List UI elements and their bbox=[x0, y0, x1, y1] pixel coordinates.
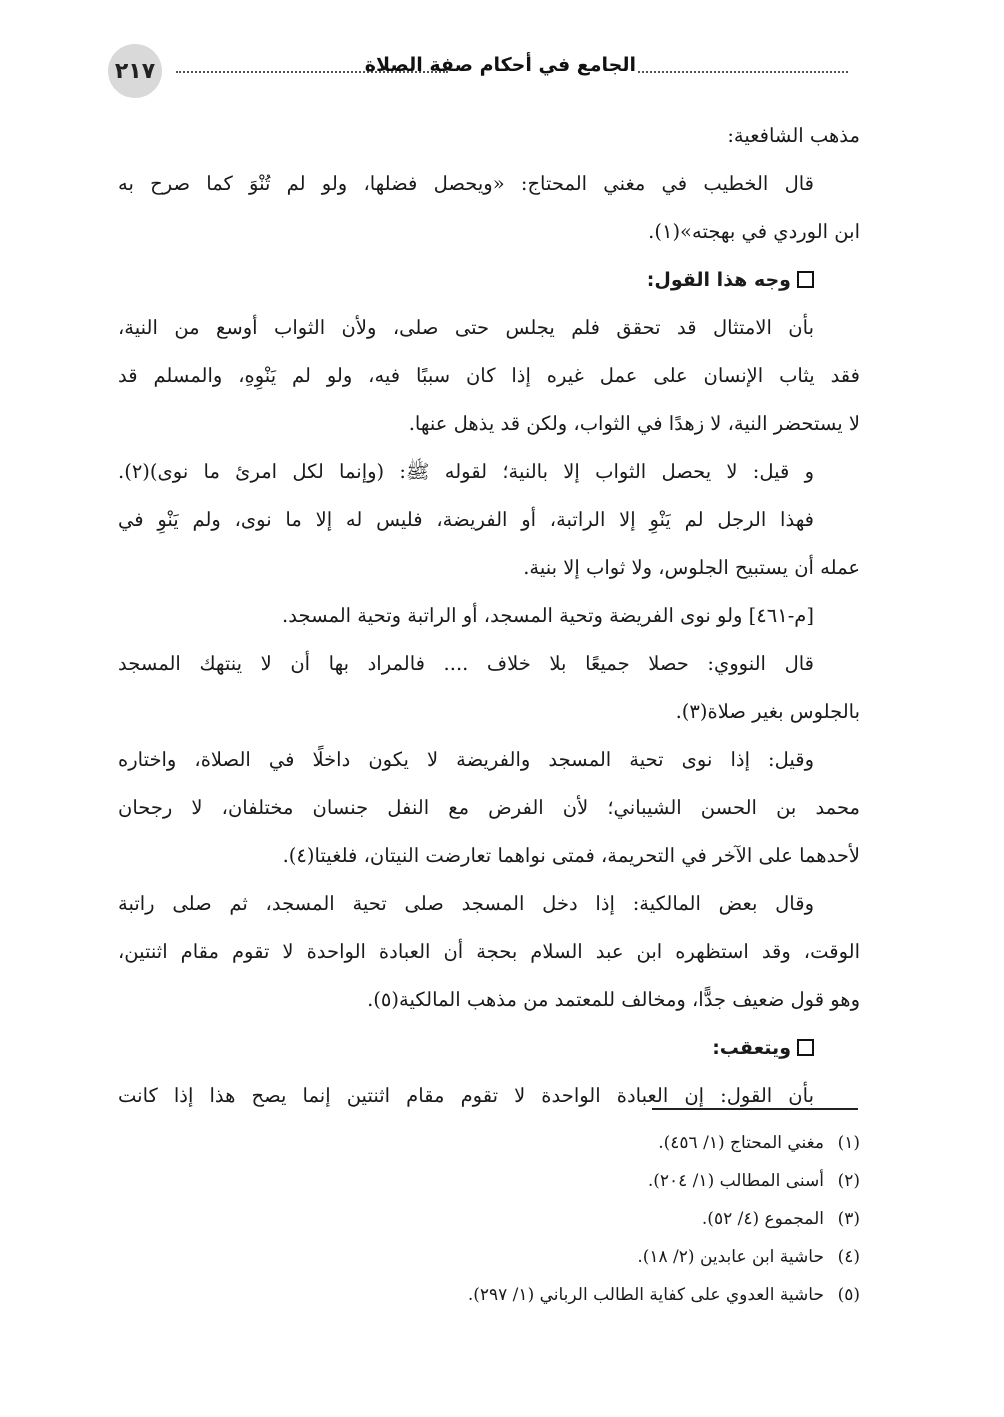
footnote-number: (٥) bbox=[837, 1285, 860, 1305]
footnote bbox=[118, 1238, 860, 1276]
text-line: قال الخطيب في مغني المحتاج: «ويحصل فضلها، ولو لم تُنْوَ كما صرح به bbox=[118, 172, 814, 195]
footnote bbox=[118, 1162, 860, 1200]
page-number: ٢١٧ bbox=[108, 44, 162, 98]
running-title: الجامع في أحكام صفة الصلاة bbox=[364, 54, 636, 76]
footnote-text: مغني المحتاج (١/ ٤٥٦). bbox=[658, 1133, 824, 1153]
text-line: بأن القول: إن العبادة الواحدة لا تقوم مقام اثنتين إنما يصح هذا إذا كانت bbox=[118, 1084, 814, 1107]
text-line: [م-٤٦١] ولو نوى الفريضة وتحية المسجد، أو الراتبة وتحية المسجد. bbox=[282, 604, 814, 627]
checkbox-square-icon bbox=[797, 1039, 814, 1056]
text-line: عمله أن يستبيح الجلوس، ولا ثواب إلا بنية. bbox=[523, 556, 860, 579]
text-line: وقال بعض المالكية: إذا دخل المسجد صلى تحية المسجد، ثم صلى راتبة bbox=[118, 892, 814, 915]
subheading-label: وجه هذا القول: bbox=[646, 269, 791, 291]
checkbox-square-icon bbox=[797, 271, 814, 288]
text-line: فقد يثاب الإنسان على عمل غيره إذا كان سببًا فيه، ولو لم يَنْوِهِ، والمسلم قد bbox=[118, 364, 860, 387]
subheading-label: ويتعقب: bbox=[712, 1037, 791, 1059]
page-header bbox=[108, 44, 848, 98]
footnote-separator bbox=[652, 1108, 858, 1110]
text-line: لأحدهما على الآخر في التحريمة، فمتى نواهما تعارضت النيتان، فلغيتا(٤). bbox=[282, 844, 860, 867]
footnote-text: أسنى المطالب (١/ ٢٠٤). bbox=[647, 1171, 824, 1191]
text-line: محمد بن الحسن الشيباني؛ لأن الفرض مع النفل جنسان مختلفان، لا رجحان bbox=[118, 796, 860, 819]
main-text bbox=[118, 112, 860, 1120]
footnote-text: حاشية العدوي على كفاية الطالب الرباني (١/ ٢٩٧). bbox=[467, 1285, 824, 1305]
footnote bbox=[118, 1124, 860, 1162]
footnote-number: (٤) bbox=[837, 1247, 860, 1267]
footnote-number: (١) bbox=[837, 1133, 860, 1153]
text-line: وهو قول ضعيف جدًّا، ومخالف للمعتمد من مذهب المالكية(٥). bbox=[367, 988, 860, 1011]
subheading bbox=[118, 256, 860, 304]
text-line: بأن الامتثال قد تحقق فلم يجلس حتى صلى، ولأن الثواب أوسع من النية، bbox=[118, 316, 814, 339]
footnotes bbox=[118, 1124, 860, 1314]
text-line: بالجلوس بغير صلاة(٣). bbox=[675, 700, 860, 723]
text-line: الوقت، وقد استظهره ابن عبد السلام بحجة أن العبادة الواحدة لا تقوم مقام اثنتين، bbox=[118, 940, 860, 963]
text-line: قال النووي: حصلا جميعًا بلا خلاف .... فالمراد بها أن لا ينتهك المسجد bbox=[118, 652, 814, 675]
text-line: وقيل: إذا نوى تحية المسجد والفريضة لا يكون داخلًا في الصلاة، واختاره bbox=[118, 748, 814, 771]
text-line: فهذا الرجل لم يَنْوِ إلا الراتبة، أو الفريضة، فليس له إلا ما نوى، ولم يَنْوِ في bbox=[118, 508, 814, 531]
footnote-text: حاشية ابن عابدين (٢/ ١٨). bbox=[637, 1247, 824, 1267]
footnote bbox=[118, 1200, 860, 1238]
text-line: و قيل: لا يحصل الثواب إلا بالنية؛ لقوله ﷺ: (وإنما لكل امرئ ما نوى)(٢). bbox=[118, 460, 814, 483]
footnote bbox=[118, 1276, 860, 1314]
section-label: مذهب الشافعية: bbox=[727, 124, 860, 147]
footnote-text: المجموع (٤/ ٥٢). bbox=[701, 1209, 824, 1229]
text-line: ابن الوردي في بهجته»(١). bbox=[648, 220, 860, 243]
text-line: لا يستحضر النية، لا زهدًا في الثواب، ولكن قد يذهل عنها. bbox=[408, 412, 860, 435]
header-dotted-rule-right bbox=[638, 71, 848, 73]
subheading bbox=[118, 1024, 860, 1072]
footnote-number: (٢) bbox=[837, 1171, 860, 1191]
footnote-number: (٣) bbox=[837, 1209, 860, 1229]
